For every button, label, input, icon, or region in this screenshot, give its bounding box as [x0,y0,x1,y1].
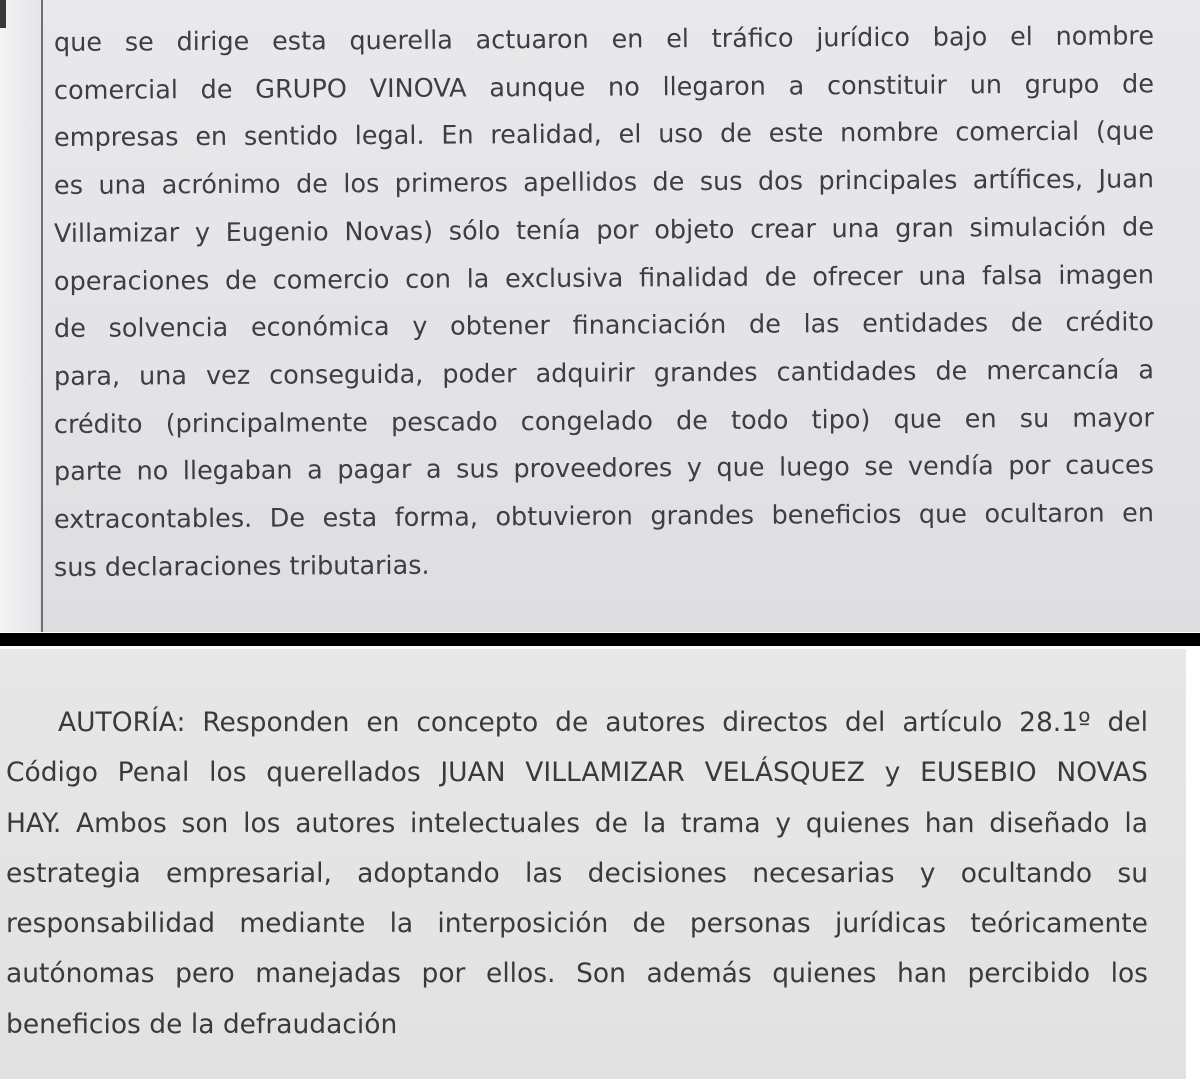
top-paragraph [54,20,1154,592]
paragraph-line: Villamizar y Eugenio Novas) sólo tenía por objeto crear una gran simulación de [53,212,1155,249]
paragraph-line: AUTORÍA: Responden en concepto de autores directos del artículo 28.1º del [58,707,1148,738]
paragraph-line: crédito (principalmente pescado congelado de todo tipo) que en su mayor [53,402,1155,440]
paragraph-line: para, una vez conseguida, poder adquirir grandes cantidades de mercancía a [53,355,1155,392]
paragraph-line: autónomas pero manejadas por ellos. Son además quienes han percibido los [6,958,1148,990]
paragraph-line: sus declaraciones tributarias. [53,550,430,583]
paragraph-line: extracontables. De esta forma, obtuvieron grandes beneficios que ocultaron en [53,498,1155,536]
paragraph-line: parte no llegaban a pagar a sus proveedores y que luego se vendía por cauces [53,450,1155,488]
margin-rule [41,0,43,632]
page-edge [0,0,40,632]
section-divider [0,633,1200,646]
paragraph-line: de solvencia económica y obtener financiación de las entidades de crédito [53,307,1155,345]
paragraph-line: Código Penal los querellados JUAN VILLAMIZAR VELÁSQUEZ y EUSEBIO NOVAS [6,757,1148,789]
paragraph-line: HAY. Ambos son los autores intelectuales de la trama y quienes han diseñado la [6,807,1148,839]
paragraph-line: comercial de GRUPO VINOVA aunque no llegaron a constituir un grupo de [53,68,1155,106]
corner-mark [0,0,6,28]
paragraph-line: es una acrónimo de los primeros apellidos de sus dos principales artífices, Juan [53,164,1155,202]
authorship-paragraph [6,698,1148,1050]
paragraph-line: empresas en sentido legal. En realidad, el uso de este nombre comercial (que [53,116,1155,154]
paragraph-line: estrategia empresarial, adoptando las decisiones necesarias y ocultando su [6,857,1148,889]
paragraph-line: operaciones de comercio con la exclusiva finalidad de ofrecer una falsa imagen [53,259,1155,297]
paragraph-line: que se dirige esta querella actuaron en el tráfico jurídico bajo el nombre [53,21,1155,58]
paragraph-line: responsabilidad mediante la interposición de personas jurídicas teóricamente [6,908,1148,940]
bottom-document-excerpt [0,649,1186,1079]
paragraph-line: beneficios de la defraudación [6,1008,398,1040]
